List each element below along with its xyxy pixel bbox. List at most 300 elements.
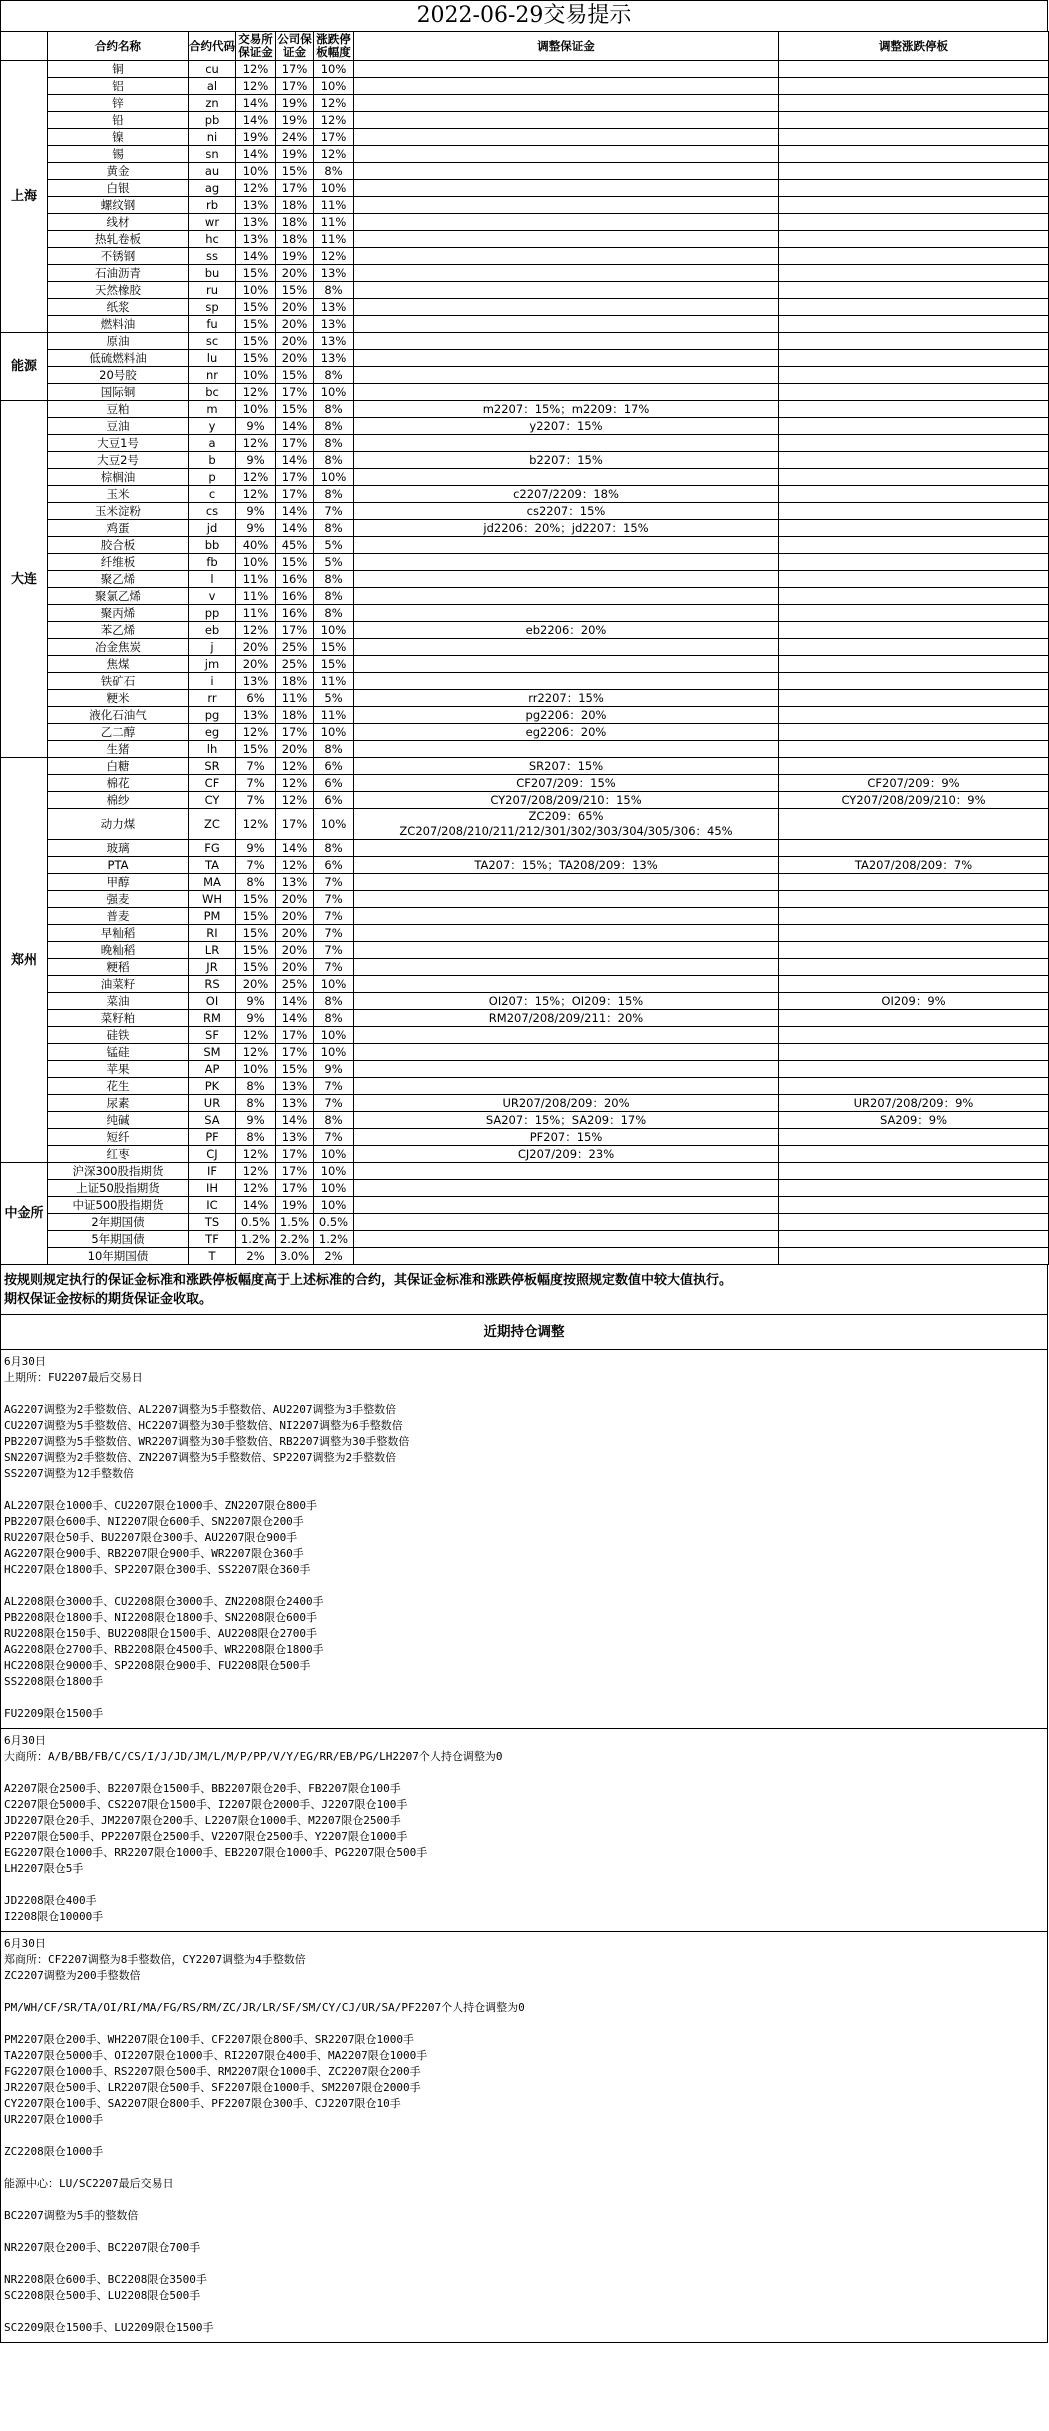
contract-code-cell: eg [189, 724, 236, 741]
company-margin-cell: 20% [276, 908, 314, 925]
contract-name-cell: 动力煤 [48, 809, 189, 840]
adjust-margin-cell [354, 1078, 779, 1095]
exchange-margin-cell: 7% [236, 857, 276, 874]
company-margin-cell: 20% [276, 741, 314, 758]
contract-name-cell: 菜籽粕 [48, 1010, 189, 1027]
notice-line: SN2207调整为2手整数倍、ZN2207调整为5手整数倍、SP2207调整为2手整数倍 [4, 1451, 397, 1464]
adjust-margin-cell: PF207：15% [354, 1129, 779, 1146]
exchange-margin-cell: 12% [236, 180, 276, 197]
limit-range-cell: 8% [314, 993, 354, 1010]
limit-range-cell: 10% [314, 1163, 354, 1180]
adjust-limit-cell [779, 61, 1049, 78]
company-margin-cell: 16% [276, 571, 314, 588]
notice-line: C2207限仓5000手、CS2207限仓1500手、I2207限仓2000手、J2207限仓100手 [4, 1798, 408, 1811]
limit-range-cell: 10% [314, 1180, 354, 1197]
exchange-margin-cell: 14% [236, 95, 276, 112]
adjust-limit-cell [779, 554, 1049, 571]
adjust-margin-cell: cs2207：15% [354, 503, 779, 520]
contract-code-cell: ss [189, 248, 236, 265]
exchange-margin-cell: 1.2% [236, 1231, 276, 1248]
table-row [1, 1027, 1049, 1044]
exchange-margin-cell: 15% [236, 959, 276, 976]
contract-code-cell: eb [189, 622, 236, 639]
contract-name-cell: 2年期国债 [48, 1214, 189, 1231]
contract-name-cell: 纯碱 [48, 1112, 189, 1129]
company-margin-cell: 45% [276, 537, 314, 554]
adjust-margin-cell [354, 112, 779, 129]
limit-range-cell: 8% [314, 418, 354, 435]
contract-name-cell: 锡 [48, 146, 189, 163]
table-row [1, 925, 1049, 942]
exchange-margin-cell: 19% [236, 129, 276, 146]
adjust-margin-cell [354, 95, 779, 112]
company-margin-cell: 17% [276, 622, 314, 639]
limit-range-cell: 7% [314, 959, 354, 976]
table-row [1, 282, 1049, 299]
contract-name-cell: 玻璃 [48, 840, 189, 857]
contract-name-cell: 黄金 [48, 163, 189, 180]
adjust-margin-cell [354, 554, 779, 571]
notice-line [4, 1765, 1044, 1781]
contract-code-cell: sc [189, 333, 236, 350]
company-margin-cell: 17% [276, 1163, 314, 1180]
company-margin-cell: 17% [276, 1146, 314, 1163]
contract-code-cell: PF [189, 1129, 236, 1146]
adjust-limit-cell [779, 741, 1049, 758]
notices-area [0, 1350, 1048, 2343]
limit-range-cell: 6% [314, 775, 354, 792]
table-row [1, 1163, 1049, 1180]
notice-line: TA2207限仓5000手、OI2207限仓1000手、RI2207限仓400手、MA2207限仓1000手 [4, 2049, 428, 2062]
limit-range-cell: 13% [314, 299, 354, 316]
company-margin-cell: 18% [276, 231, 314, 248]
adjust-limit-cell [779, 1027, 1049, 1044]
adjust-margin-cell: y2207：15% [354, 418, 779, 435]
header-adjust-limit: 调整涨跌停板 [779, 32, 1049, 61]
exchange-margin-cell: 0.5% [236, 1214, 276, 1231]
contract-code-cell: TS [189, 1214, 236, 1231]
adjust-limit-cell [779, 959, 1049, 976]
company-margin-cell: 14% [276, 452, 314, 469]
contract-name-cell: 铁矿石 [48, 673, 189, 690]
table-row [1, 959, 1049, 976]
adjust-margin-cell [354, 180, 779, 197]
notice-line: CU2207调整为5手整数倍、HC2207调整为30手整数倍、NI2207调整为6手整数倍 [4, 1419, 403, 1432]
adjust-limit-cell [779, 520, 1049, 537]
table-row [1, 78, 1049, 95]
adjust-margin-cell [354, 146, 779, 163]
contract-name-cell: 5年期国债 [48, 1231, 189, 1248]
table-row [1, 993, 1049, 1010]
limit-range-cell: 10% [314, 1044, 354, 1061]
contract-name-cell: 聚丙烯 [48, 605, 189, 622]
notice-line: AG2207调整为2手整数倍、AL2207调整为5手整数倍、AU2207调整为3手整数倍 [4, 1403, 397, 1416]
contract-code-cell: ZC [189, 809, 236, 840]
notice-line: A2207限仓2500手、B2207限仓1500手、BB2207限仓20手、FB2207限仓100手 [4, 1782, 401, 1795]
exchange-margin-cell: 12% [236, 384, 276, 401]
contract-code-cell: bu [189, 265, 236, 282]
table-row [1, 418, 1049, 435]
adjust-margin-cell [354, 741, 779, 758]
table-row [1, 690, 1049, 707]
company-margin-cell: 15% [276, 282, 314, 299]
exchange-margin-cell: 7% [236, 758, 276, 775]
adjust-limit-cell: CF207/209：9% [779, 775, 1049, 792]
contract-code-cell: pb [189, 112, 236, 129]
limit-range-cell: 8% [314, 605, 354, 622]
notice-line: SC2209限仓1500手、LU2209限仓1500手 [4, 2321, 214, 2334]
adjust-limit-cell [779, 78, 1049, 95]
limit-range-cell: 10% [314, 1146, 354, 1163]
company-margin-cell: 19% [276, 112, 314, 129]
table-header-row [1, 32, 1049, 61]
table-row [1, 248, 1049, 265]
exchange-margin-cell: 9% [236, 503, 276, 520]
company-margin-cell: 13% [276, 1095, 314, 1112]
company-margin-cell: 18% [276, 214, 314, 231]
adjust-margin-cell [354, 1197, 779, 1214]
adjust-margin-cell [354, 435, 779, 452]
rules-line: 按规则规定执行的保证金标准和涨跌停板幅度高于上述标准的合约，其保证金标准和涨跌停板幅度按照规定数值中较大值执行。 [4, 1273, 733, 1288]
contract-code-cell: l [189, 571, 236, 588]
limit-range-cell: 10% [314, 1027, 354, 1044]
exchange-margin-cell: 20% [236, 656, 276, 673]
notice-line: PM2207限仓200手、WH2207限仓100手、CF2207限仓800手、SR2207限仓1000手 [4, 2033, 415, 2046]
adjust-margin-cell: ZC209：65% ZC207/208/210/211/212/301/302/303/304/305/306：45% [354, 809, 779, 840]
header-company-margin: 公司保证金 [277, 32, 312, 59]
table-row [1, 197, 1049, 214]
company-margin-cell: 12% [276, 758, 314, 775]
table-row [1, 129, 1049, 146]
adjust-limit-cell [779, 129, 1049, 146]
contract-name-cell: 铜 [48, 61, 189, 78]
adjust-margin-cell: eg2206：20% [354, 724, 779, 741]
contract-code-cell: CJ [189, 1146, 236, 1163]
contract-code-cell: RM [189, 1010, 236, 1027]
contract-code-cell: SF [189, 1027, 236, 1044]
company-margin-cell: 13% [276, 1078, 314, 1095]
notice-line: 6月30日 [4, 1355, 46, 1368]
adjust-margin-cell: c2207/2209：18% [354, 486, 779, 503]
exchange-margin-cell: 8% [236, 874, 276, 891]
contract-code-cell: CY [189, 792, 236, 809]
table-row [1, 656, 1049, 673]
contract-name-cell: 甲醇 [48, 874, 189, 891]
table-row [1, 605, 1049, 622]
company-margin-cell: 14% [276, 520, 314, 537]
adjust-limit-cell [779, 908, 1049, 925]
contract-code-cell: MA [189, 874, 236, 891]
company-margin-cell: 13% [276, 874, 314, 891]
company-margin-cell: 12% [276, 775, 314, 792]
company-margin-cell: 15% [276, 1061, 314, 1078]
contract-code-cell: PM [189, 908, 236, 925]
company-margin-cell: 17% [276, 61, 314, 78]
adjust-margin-cell [354, 231, 779, 248]
notice-line [4, 1984, 1044, 2000]
table-row [1, 1129, 1049, 1146]
exchange-margin-cell: 12% [236, 1027, 276, 1044]
company-margin-cell: 16% [276, 588, 314, 605]
header-contract-name: 合约名称 [48, 32, 189, 61]
limit-range-cell: 2% [314, 1248, 354, 1265]
contract-name-cell: 生猪 [48, 741, 189, 758]
table-row [1, 1044, 1049, 1061]
exchange-margin-cell: 13% [236, 214, 276, 231]
contract-code-cell: sp [189, 299, 236, 316]
notice-line: EG2207限仓1000手、RR2207限仓1000手、EB2207限仓1000手、PG2207限仓500手 [4, 1846, 428, 1859]
table-row [1, 857, 1049, 874]
company-margin-cell: 17% [276, 384, 314, 401]
limit-range-cell: 12% [314, 112, 354, 129]
adjust-limit-cell [779, 367, 1049, 384]
notice-line [4, 2160, 1044, 2176]
limit-range-cell: 12% [314, 95, 354, 112]
exchange-margin-cell: 14% [236, 146, 276, 163]
limit-range-cell: 6% [314, 792, 354, 809]
table-row [1, 61, 1049, 78]
company-margin-cell: 15% [276, 367, 314, 384]
rules-note [0, 1265, 1048, 1315]
contract-code-cell: TF [189, 1231, 236, 1248]
adjust-margin-cell [354, 333, 779, 350]
adjust-limit-cell [779, 214, 1049, 231]
contract-code-cell: IH [189, 1180, 236, 1197]
adjust-limit-cell [779, 384, 1049, 401]
exchange-margin-cell: 10% [236, 554, 276, 571]
notice-line: FU2209限仓1500手 [4, 1707, 104, 1720]
region-label: 上海 [1, 61, 48, 333]
adjust-margin-cell [354, 908, 779, 925]
contract-code-cell: pg [189, 707, 236, 724]
adjust-margin-cell [354, 891, 779, 908]
notice-line: ZC2207调整为200手整数倍 [4, 1969, 141, 1982]
contract-code-cell: SR [189, 758, 236, 775]
adjust-margin-cell [354, 1044, 779, 1061]
company-margin-cell: 17% [276, 1180, 314, 1197]
adjust-limit-cell [779, 1163, 1049, 1180]
notice-line: CY2207限仓100手、SA2207限仓800手、PF2207限仓300手、CJ2207限仓10手 [4, 2097, 401, 2110]
notice-line: NR2208限仓600手、BC2208限仓3500手 [4, 2273, 207, 2286]
notice-line: 能源中心：LU/SC2207最后交易日 [4, 2177, 174, 2190]
contract-code-cell: j [189, 639, 236, 656]
recent-adjust-title: 近期持仓调整 [0, 1315, 1048, 1350]
adjust-margin-cell: jd2206：20%；jd2207：15% [354, 520, 779, 537]
adjust-limit-cell [779, 418, 1049, 435]
contract-name-cell: 白糖 [48, 758, 189, 775]
contract-name-cell: 豆粕 [48, 401, 189, 418]
table-row [1, 367, 1049, 384]
company-margin-cell: 17% [276, 78, 314, 95]
adjust-limit-cell [779, 112, 1049, 129]
adjust-margin-cell [354, 129, 779, 146]
contract-code-cell: SA [189, 1112, 236, 1129]
notice-block [0, 1350, 1048, 1729]
adjust-limit-cell [779, 146, 1049, 163]
limit-range-cell: 8% [314, 520, 354, 537]
adjust-margin-cell [354, 1061, 779, 1078]
exchange-margin-cell: 15% [236, 299, 276, 316]
adjust-limit-cell [779, 163, 1049, 180]
adjust-limit-cell [779, 1061, 1049, 1078]
contract-name-cell: 镍 [48, 129, 189, 146]
contract-code-cell: sn [189, 146, 236, 163]
adjust-limit-cell [779, 758, 1049, 775]
notice-line [4, 1578, 1044, 1594]
contract-code-cell: IC [189, 1197, 236, 1214]
contract-code-cell: al [189, 78, 236, 95]
company-margin-cell: 17% [276, 724, 314, 741]
contract-name-cell: 尿素 [48, 1095, 189, 1112]
exchange-margin-cell: 20% [236, 639, 276, 656]
company-margin-cell: 19% [276, 248, 314, 265]
contract-name-cell: 粳稻 [48, 959, 189, 976]
adjust-margin-cell [354, 61, 779, 78]
company-margin-cell: 3.0% [276, 1248, 314, 1265]
contract-code-cell: lu [189, 350, 236, 367]
limit-range-cell: 12% [314, 146, 354, 163]
notice-line: SS2207调整为12手整数倍 [4, 1467, 134, 1480]
limit-range-cell: 15% [314, 656, 354, 673]
limit-range-cell: 7% [314, 1078, 354, 1095]
company-margin-cell: 17% [276, 435, 314, 452]
table-row [1, 707, 1049, 724]
limit-range-cell: 8% [314, 1112, 354, 1129]
notice-block [0, 1932, 1048, 2343]
contract-name-cell: 早籼稻 [48, 925, 189, 942]
contract-code-cell: nr [189, 367, 236, 384]
adjust-margin-cell [354, 1248, 779, 1265]
notice-line: AL2207限仓1000手、CU2207限仓1000手、ZN2207限仓800手 [4, 1499, 318, 1512]
table-row [1, 758, 1049, 775]
exchange-margin-cell: 12% [236, 435, 276, 452]
table-row [1, 452, 1049, 469]
contract-name-cell: 聚氯乙烯 [48, 588, 189, 605]
exchange-margin-cell: 15% [236, 350, 276, 367]
region-label: 能源 [1, 333, 48, 401]
exchange-margin-cell: 10% [236, 1061, 276, 1078]
notice-line [4, 1482, 1044, 1498]
contract-name-cell: 锌 [48, 95, 189, 112]
exchange-margin-cell: 15% [236, 333, 276, 350]
adjust-limit-cell [779, 350, 1049, 367]
adjust-limit-cell [779, 690, 1049, 707]
contract-code-cell: v [189, 588, 236, 605]
limit-range-cell: 7% [314, 925, 354, 942]
adjust-limit-cell [779, 1044, 1049, 1061]
table-row [1, 622, 1049, 639]
exchange-margin-cell: 12% [236, 61, 276, 78]
adjust-limit-cell [779, 537, 1049, 554]
limit-range-cell: 8% [314, 486, 354, 503]
notice-line [4, 1386, 1044, 1402]
limit-range-cell: 7% [314, 891, 354, 908]
exchange-margin-cell: 11% [236, 571, 276, 588]
contract-name-cell: 强麦 [48, 891, 189, 908]
notice-line: HC2208限仓9000手、SP2208限仓900手、FU2208限仓500手 [4, 1659, 311, 1672]
contract-name-cell: 中证500股指期货 [48, 1197, 189, 1214]
table-row [1, 1010, 1049, 1027]
limit-range-cell: 1.2% [314, 1231, 354, 1248]
table-row [1, 976, 1049, 993]
table-row [1, 1231, 1049, 1248]
adjust-limit-cell [779, 401, 1049, 418]
notice-line: JR2207限仓500手、LR2207限仓500手、SF2207限仓1000手、SM2207限仓2000手 [4, 2081, 421, 2094]
adjust-limit-cell [779, 925, 1049, 942]
adjust-limit-cell [779, 95, 1049, 112]
limit-range-cell: 10% [314, 622, 354, 639]
table-row [1, 469, 1049, 486]
contract-code-cell: ni [189, 129, 236, 146]
company-margin-cell: 19% [276, 146, 314, 163]
adjust-limit-cell [779, 976, 1049, 993]
table-row [1, 1214, 1049, 1231]
adjust-margin-cell [354, 942, 779, 959]
adjust-margin-cell [354, 299, 779, 316]
exchange-margin-cell: 7% [236, 775, 276, 792]
adjust-limit-cell: UR207/208/209：9% [779, 1095, 1049, 1112]
contract-code-cell: TA [189, 857, 236, 874]
table-row [1, 588, 1049, 605]
contract-code-cell: i [189, 673, 236, 690]
adjust-limit-cell [779, 197, 1049, 214]
adjust-margin-cell [354, 316, 779, 333]
adjust-margin-cell [354, 976, 779, 993]
exchange-margin-cell: 9% [236, 840, 276, 857]
notice-line: AG2207限仓900手、RB2207限仓900手、WR2207限仓360手 [4, 1547, 304, 1560]
adjust-limit-cell [779, 1129, 1049, 1146]
limit-range-cell: 13% [314, 316, 354, 333]
contract-code-cell: a [189, 435, 236, 452]
adjust-margin-cell: eb2206：20% [354, 622, 779, 639]
company-margin-cell: 14% [276, 1112, 314, 1129]
limit-range-cell: 7% [314, 874, 354, 891]
exchange-margin-cell: 6% [236, 690, 276, 707]
table-row [1, 350, 1049, 367]
contract-code-cell: T [189, 1248, 236, 1265]
exchange-margin-cell: 10% [236, 401, 276, 418]
notice-line [4, 2224, 1044, 2240]
adjust-margin-cell: UR207/208/209：20% [354, 1095, 779, 1112]
limit-range-cell: 9% [314, 1061, 354, 1078]
exchange-margin-cell: 9% [236, 520, 276, 537]
contract-code-cell: m [189, 401, 236, 418]
adjust-limit-cell [779, 809, 1049, 840]
table-row [1, 673, 1049, 690]
notice-line: UR2207限仓1000手 [4, 2113, 104, 2126]
adjust-limit-cell [779, 265, 1049, 282]
table-row [1, 214, 1049, 231]
adjust-margin-cell [354, 656, 779, 673]
limit-range-cell: 10% [314, 180, 354, 197]
adjust-limit-cell [779, 656, 1049, 673]
adjust-limit-cell: TA207/208/209：7% [779, 857, 1049, 874]
contract-name-cell: 硅铁 [48, 1027, 189, 1044]
region-label: 大连 [1, 401, 48, 758]
adjust-margin-cell: SA207：15%；SA209：17% [354, 1112, 779, 1129]
exchange-margin-cell: 12% [236, 1044, 276, 1061]
notice-line: I2208限仓10000手 [4, 1910, 104, 1923]
adjust-limit-cell [779, 282, 1049, 299]
notice-line: PB2207限仓600手、NI2207限仓600手、SN2207限仓200手 [4, 1515, 304, 1528]
contract-name-cell: 10年期国债 [48, 1248, 189, 1265]
exchange-margin-cell: 9% [236, 993, 276, 1010]
limit-range-cell: 15% [314, 639, 354, 656]
limit-range-cell: 8% [314, 588, 354, 605]
company-margin-cell: 20% [276, 942, 314, 959]
table-row [1, 180, 1049, 197]
company-margin-cell: 25% [276, 656, 314, 673]
